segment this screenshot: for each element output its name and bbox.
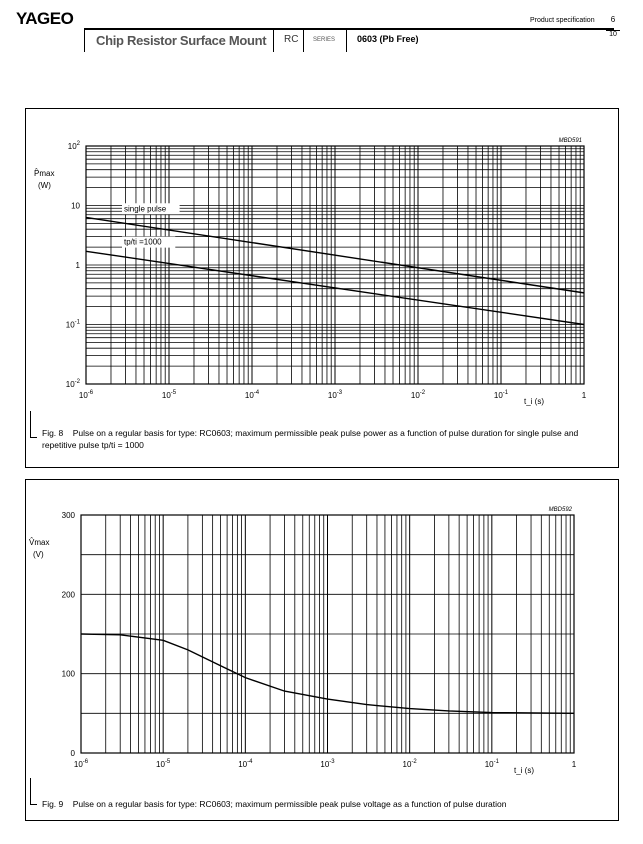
divider [303, 30, 304, 52]
x-tick-label: $10^{-4}$ [238, 759, 253, 769]
doc-title: Chip Resistor Surface Mount [96, 33, 267, 48]
y-tick-label: 1 [75, 261, 80, 270]
x-tick-label: 1 [571, 760, 577, 769]
series-label: SERIES [313, 37, 336, 43]
chart-id: MBD591 [558, 138, 582, 144]
x-tick-label: $10^{-4}$ [244, 390, 260, 400]
x-tick-label: 1 [581, 391, 587, 400]
divider [273, 30, 274, 52]
x-tick-label: $10^{-3}$ [320, 759, 335, 769]
series-code: RC [284, 34, 299, 45]
fig9-text: Pulse on a regular basis for type: RC0603; maximum permissible peak pulse voltage as a function of pulse duration [72, 799, 507, 809]
yageo-logo: YAGEO [16, 9, 74, 28]
y-axis-unit: (V) [33, 550, 44, 559]
y-axis-label: P̂max [34, 169, 55, 178]
x-tick-label: $10^{-3}$ [327, 390, 343, 400]
x-tick-label: $10^{-2}$ [402, 759, 417, 769]
figure-9-frame [25, 479, 619, 821]
caption-bracket [30, 778, 37, 805]
fig9-caption [42, 798, 612, 810]
x-tick-label: $10^{-1}$ [484, 759, 499, 769]
series-label: tp/ti =1000 [124, 237, 162, 247]
fig8-text: Pulse on a regular basis for type: RC0603; maximum permissible peak pulse power as a function of pulse duration for single pulse and repetitive pulse tp/ti = 1000 [42, 428, 579, 450]
divider [346, 30, 347, 52]
divider [84, 30, 85, 52]
y-tick-label: $10^{-2}$ [65, 379, 80, 389]
y-tick-label: $10^2$ [67, 141, 80, 151]
fig9-label: Fig. 9 [42, 799, 64, 809]
y-axis-unit: (W) [38, 181, 51, 190]
chart-id: MBD592 [548, 507, 572, 513]
x-tick-label: $10^{-5}$ [161, 390, 177, 400]
y-tick-label: 0 [70, 749, 75, 758]
header-rule [84, 28, 614, 30]
x-tick-label: $10^{-6}$ [73, 759, 89, 769]
chart-fig8 [26, 109, 618, 409]
fig8-caption [42, 427, 612, 451]
y-tick-label: 10 [71, 201, 80, 211]
fig8-label: Fig. 8 [42, 428, 64, 438]
y-tick-label: 300 [61, 511, 75, 520]
x-tick-label: $10^{-1}$ [493, 390, 509, 400]
y-tick-label: 200 [61, 590, 75, 600]
y-tick-label: $10^{-1}$ [65, 319, 80, 330]
x-tick-label: $10^{-5}$ [156, 759, 171, 769]
x-tick-label: $10^{-6}$ [78, 390, 94, 400]
chart-fig9 [26, 480, 618, 780]
y-axis-label: V̂max [29, 538, 50, 547]
x-axis-label: t_i (s) [514, 766, 534, 775]
x-tick-label: $10^{-2}$ [410, 390, 426, 400]
page-number: 6 [610, 15, 616, 24]
variant-label: 0603 (Pb Free) [357, 34, 419, 44]
x-axis-label: t_i (s) [524, 397, 544, 406]
caption-bracket [30, 411, 37, 438]
spec-label: Product specification [530, 17, 595, 24]
series-label: single pulse [124, 204, 167, 214]
y-tick-label: 100 [61, 669, 75, 679]
page-total: 10 [606, 30, 620, 38]
figure-8-frame [25, 108, 619, 468]
